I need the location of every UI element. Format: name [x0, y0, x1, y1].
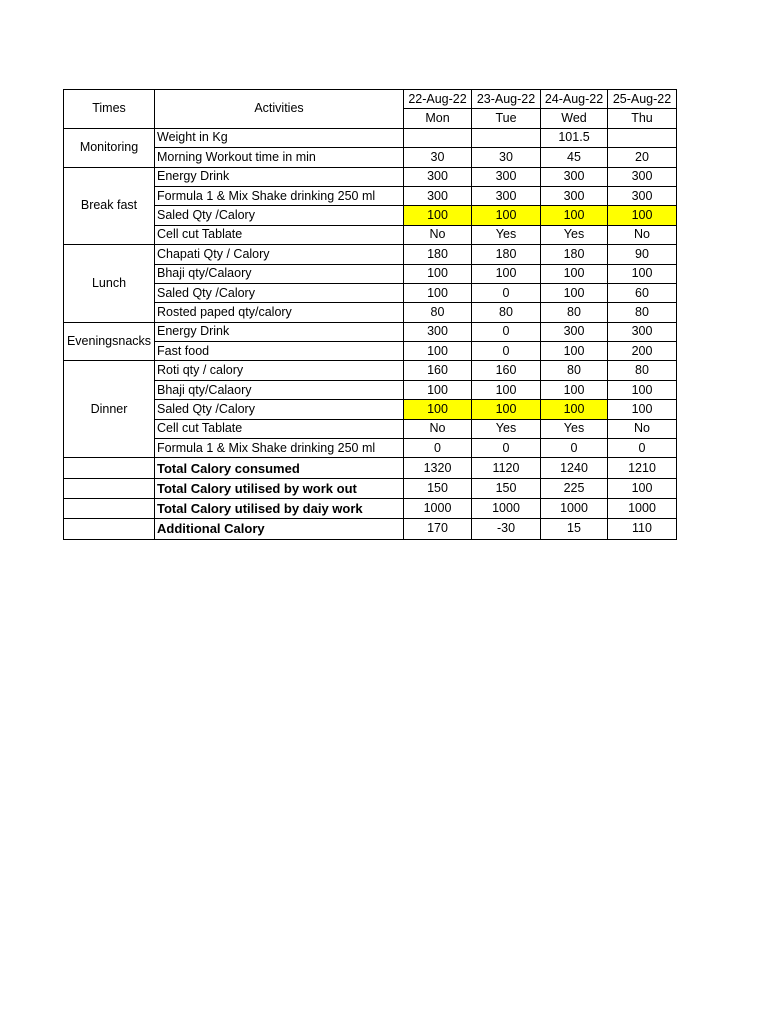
activity-cell: Energy Drink: [155, 322, 404, 341]
value-cell: 0: [541, 439, 608, 458]
value-cell: 80: [608, 361, 677, 380]
activity-cell: Saled Qty /Calory: [155, 400, 404, 419]
value-cell: 300: [541, 322, 608, 341]
value-cell: 80: [541, 361, 608, 380]
value-cell: 60: [608, 283, 677, 302]
activity-cell: Energy Drink: [155, 167, 404, 186]
value-cell: 300: [608, 186, 677, 205]
total-value: 1240: [541, 458, 608, 478]
table-row: [64, 439, 677, 458]
total-value: -30: [472, 519, 541, 539]
value-cell: 180: [472, 245, 541, 264]
date-header: 25-Aug-22: [608, 90, 677, 109]
calorie-tracker-table: [63, 89, 677, 540]
times-header: Times: [64, 90, 155, 129]
value-cell: 30: [472, 148, 541, 167]
activity-cell: Saled Qty /Calory: [155, 283, 404, 302]
date-header: 22-Aug-22: [404, 90, 472, 109]
activity-cell: Chapati Qty / Calory: [155, 245, 404, 264]
value-cell: 0: [472, 322, 541, 341]
table-row: [64, 380, 677, 399]
value-cell: 100: [404, 342, 472, 361]
table-row: [64, 206, 677, 225]
activity-cell: Cell cut Tablate: [155, 419, 404, 438]
value-cell: 300: [541, 167, 608, 186]
value-cell: 100: [608, 400, 677, 419]
value-cell: [472, 128, 541, 147]
activity-cell: Bhaji qty/Calaory: [155, 380, 404, 399]
activity-cell: Formula 1 & Mix Shake drinking 250 ml: [155, 439, 404, 458]
total-value: 1120: [472, 458, 541, 478]
total-value: 15: [541, 519, 608, 539]
value-cell: Yes: [541, 419, 608, 438]
total-value: 150: [404, 478, 472, 498]
total-value: 150: [472, 478, 541, 498]
activity-cell: Fast food: [155, 342, 404, 361]
value-cell: 20: [608, 148, 677, 167]
value-cell: 300: [404, 186, 472, 205]
empty-cell: [64, 478, 155, 498]
table-row: [64, 419, 677, 438]
value-cell: 100: [472, 380, 541, 399]
value-cell: 80: [404, 303, 472, 322]
table-row: [64, 303, 677, 322]
table-row: [64, 322, 677, 341]
table-row: [64, 167, 677, 186]
highlighted-value-cell: 100: [541, 400, 608, 419]
total-value: 1210: [608, 458, 677, 478]
activity-cell: Weight in Kg: [155, 128, 404, 147]
value-cell: 100: [541, 283, 608, 302]
value-cell: 0: [404, 439, 472, 458]
table-row: [64, 361, 677, 380]
value-cell: 0: [472, 342, 541, 361]
value-cell: 0: [472, 439, 541, 458]
value-cell: 100: [541, 380, 608, 399]
highlighted-value-cell: 100: [404, 206, 472, 225]
total-row: [64, 478, 677, 498]
value-cell: 300: [472, 186, 541, 205]
value-cell: 180: [404, 245, 472, 264]
activities-header: Activities: [155, 90, 404, 129]
total-label: Additional Calory: [155, 519, 404, 539]
value-cell: 0: [608, 439, 677, 458]
total-label: Total Calory utilised by work out: [155, 478, 404, 498]
value-cell: 160: [472, 361, 541, 380]
day-header: Thu: [608, 109, 677, 128]
table-row: [64, 264, 677, 283]
value-cell: 300: [541, 186, 608, 205]
value-cell: 300: [404, 322, 472, 341]
activity-cell: Saled Qty /Calory: [155, 206, 404, 225]
activity-cell: Rosted paped qty/calory: [155, 303, 404, 322]
total-value: 170: [404, 519, 472, 539]
value-cell: 101.5: [541, 128, 608, 147]
value-cell: No: [608, 225, 677, 244]
activity-cell: Cell cut Tablate: [155, 225, 404, 244]
day-header: Mon: [404, 109, 472, 128]
value-cell: 300: [404, 167, 472, 186]
value-cell: 80: [472, 303, 541, 322]
value-cell: 45: [541, 148, 608, 167]
value-cell: 300: [608, 322, 677, 341]
value-cell: No: [404, 419, 472, 438]
value-cell: 100: [541, 342, 608, 361]
group-monitoring: Monitoring: [64, 128, 155, 167]
highlighted-value-cell: 100: [608, 206, 677, 225]
table-row: [64, 186, 677, 205]
value-cell: 0: [472, 283, 541, 302]
activity-cell: Roti qty / calory: [155, 361, 404, 380]
empty-cell: [64, 458, 155, 478]
value-cell: 300: [608, 167, 677, 186]
activity-cell: Formula 1 & Mix Shake drinking 250 ml: [155, 186, 404, 205]
total-row: [64, 519, 677, 539]
table-row: [64, 283, 677, 302]
total-row: [64, 499, 677, 519]
value-cell: 100: [608, 264, 677, 283]
value-cell: No: [404, 225, 472, 244]
value-cell: 100: [608, 380, 677, 399]
date-header: 24-Aug-22: [541, 90, 608, 109]
value-cell: 90: [608, 245, 677, 264]
value-cell: 30: [404, 148, 472, 167]
total-value: 1000: [608, 499, 677, 519]
value-cell: 100: [472, 264, 541, 283]
value-cell: No: [608, 419, 677, 438]
table-row: [64, 128, 677, 147]
table-row: [64, 342, 677, 361]
value-cell: 200: [608, 342, 677, 361]
value-cell: 160: [404, 361, 472, 380]
total-value: 225: [541, 478, 608, 498]
highlighted-value-cell: 100: [541, 206, 608, 225]
total-value: 110: [608, 519, 677, 539]
group-breakfast: Break fast: [64, 167, 155, 245]
value-cell: Yes: [541, 225, 608, 244]
table-row: [64, 400, 677, 419]
table-row: [64, 148, 677, 167]
value-cell: [404, 128, 472, 147]
day-header: Wed: [541, 109, 608, 128]
activity-cell: Bhaji qty/Calaory: [155, 264, 404, 283]
value-cell: 80: [541, 303, 608, 322]
group-dinner: Dinner: [64, 361, 155, 458]
group-lunch: Lunch: [64, 245, 155, 323]
empty-cell: [64, 499, 155, 519]
value-cell: 180: [541, 245, 608, 264]
total-row: [64, 458, 677, 478]
highlighted-value-cell: 100: [472, 400, 541, 419]
total-value: 100: [608, 478, 677, 498]
activity-cell: Morning Workout time in min: [155, 148, 404, 167]
total-value: 1000: [541, 499, 608, 519]
highlighted-value-cell: 100: [404, 400, 472, 419]
total-value: 1000: [404, 499, 472, 519]
table-row: [64, 245, 677, 264]
value-cell: 100: [404, 264, 472, 283]
empty-cell: [64, 519, 155, 539]
total-label: Total Calory utilised by daiy work: [155, 499, 404, 519]
total-value: 1000: [472, 499, 541, 519]
header-row-dates: [64, 90, 677, 109]
value-cell: 100: [404, 283, 472, 302]
value-cell: Yes: [472, 225, 541, 244]
value-cell: Yes: [472, 419, 541, 438]
table-row: [64, 225, 677, 244]
total-value: 1320: [404, 458, 472, 478]
date-header: 23-Aug-22: [472, 90, 541, 109]
value-cell: 100: [541, 264, 608, 283]
group-evening-snacks: Eveningsnacks: [64, 322, 155, 361]
value-cell: [608, 128, 677, 147]
value-cell: 100: [404, 380, 472, 399]
total-label: Total Calory consumed: [155, 458, 404, 478]
highlighted-value-cell: 100: [472, 206, 541, 225]
day-header: Tue: [472, 109, 541, 128]
value-cell: 300: [472, 167, 541, 186]
value-cell: 80: [608, 303, 677, 322]
